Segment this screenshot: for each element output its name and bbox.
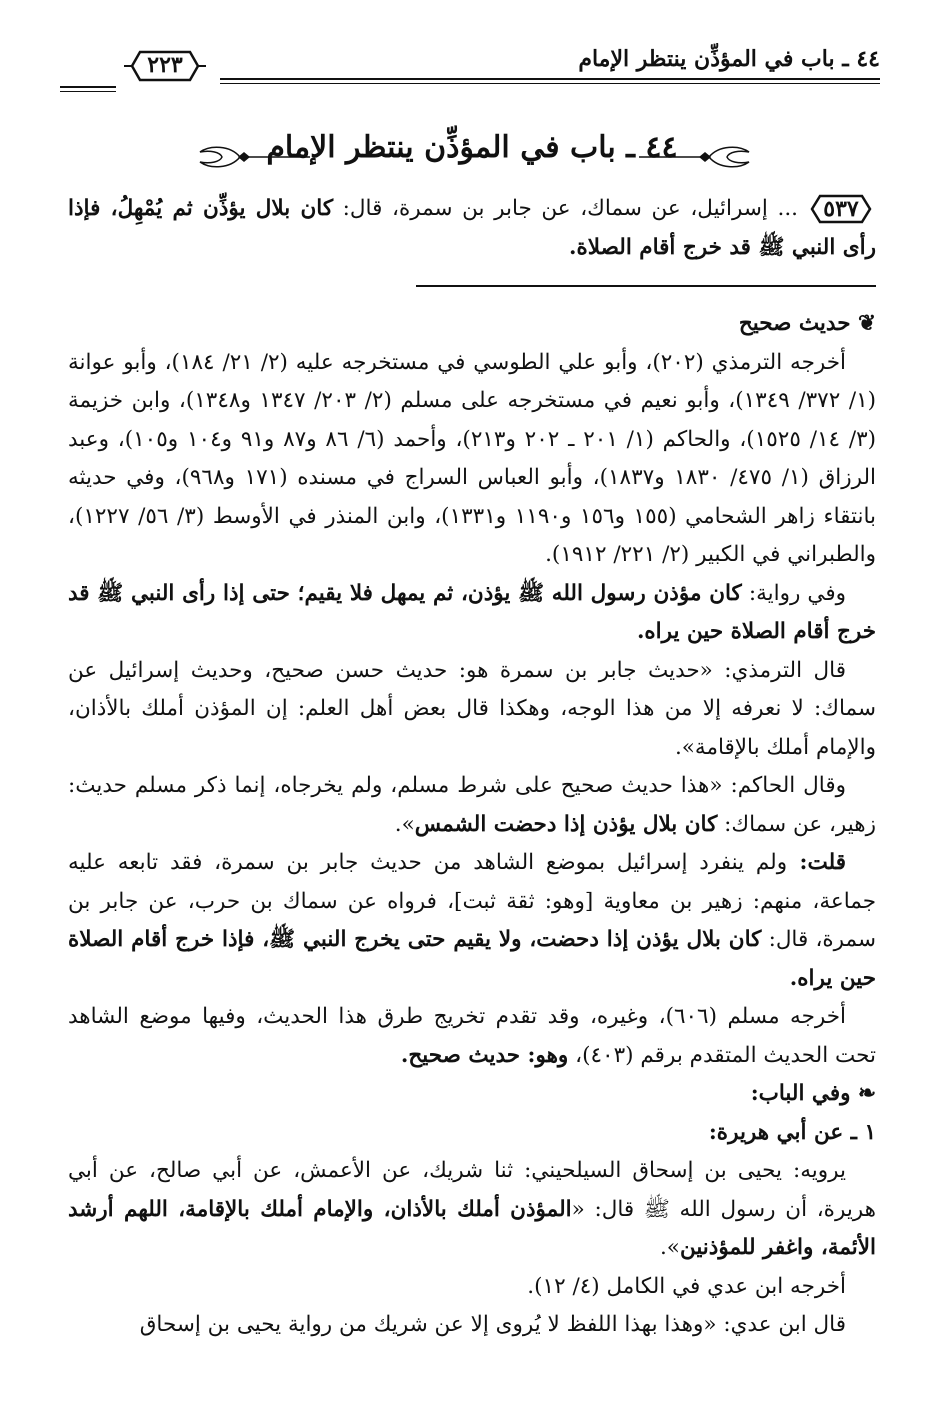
- paragraph: [68, 998, 876, 1075]
- title-ornament-right-icon: [639, 142, 759, 172]
- grade-heading: [68, 305, 876, 344]
- page-header: [60, 28, 880, 98]
- paragraph-text: أخرجه مسلم (٦٠٦)، وغيره، وقد تقدم تخريج طرق هذا الحديث، وفيها موضع الشاهد تحت الحديث المتقدم برقم (٤٠٣)،: [68, 1004, 876, 1068]
- paragraph-text: كان بلال يؤذن إذا دحضت الشمس: [414, 811, 718, 837]
- title-ornament-left-icon: [190, 142, 310, 172]
- paragraph: [68, 1306, 876, 1345]
- paragraph-text: المؤذن أملك بالأذان، والإمام أملك بالإقامة، اللهم أرشد الأئمة، واغفر للمؤذنين: [68, 1196, 876, 1260]
- paragraph-text: ».: [394, 811, 415, 837]
- paragraph: [68, 1268, 876, 1307]
- hadith-number: ٥٣٧: [823, 196, 859, 222]
- paragraph-text: وقال الحاكم: «هذا حديث صحيح على شرط مسلم، ولم يخرجاه، إنما ذكر مسلم حديث: زهير، عن سماك:: [68, 773, 876, 837]
- paragraph: [68, 575, 876, 652]
- paragraph-text: وهو: حديث صحيح.: [400, 1042, 569, 1068]
- chapter-heading: [0, 130, 944, 180]
- hadith-paragraph: [68, 190, 876, 267]
- paragraph-text: قلت:: [787, 850, 846, 875]
- commentary: [68, 344, 876, 1076]
- paragraph: [68, 1152, 876, 1268]
- paragraph-text: أخرجه ابن عدي في الكامل (٤/ ١٢).: [527, 1273, 846, 1299]
- page-number: ٢٢٣: [147, 52, 183, 78]
- leaf-bullet-icon: ❧: [857, 1081, 876, 1106]
- paragraph-text: ».: [659, 1235, 680, 1260]
- chapter-title: ٤٤ ـ باب في المؤذِّن ينتظر الإمام: [266, 130, 678, 165]
- header-rule: [220, 78, 880, 84]
- paragraph: [68, 344, 876, 575]
- header-rule-left: [60, 86, 116, 92]
- paragraph-text: قال الترمذي: «حديث جابر بن سمرة هو: حديث حسن صحيح، وحديث إسرائيل عن سماك: لا نعرفه إلا من هذا الوجه، وهكذا قال بعض أهل العلم: إن المؤذن أملك بالأذان، والإمام أملك بالإقامة».: [68, 657, 876, 760]
- commentary-continued: [68, 1152, 876, 1345]
- section-divider: [416, 285, 876, 287]
- paragraph-text: أخرجه الترمذي (٢٠٢)، وأبو علي الطوسي في مستخرجه عليه (٢/ ٢١/ ١٨٤)، وأبو عوانة (١/ ٣٧٢/ ١٣٤٩)، وأبو نعيم في مستخرجه على مسلم (٢/ ٢٠٣/ ١٣٤٧ و١٣٤٨)، وابن خزيمة (٣/ ١٤/ ١٥٢٥)، والحاكم (١/ ٢٠١ ـ ٢٠٢ و٢١٣)، وأحمد (٦/ ٨٦ و٨٧ و٩١ و١٠٤ و١٠٥)، وعبد الرزاق (١/ ٤٧٥/ ١٨٣٠ و١٨٣٧)، وأبو العباس السراج في مسنده (١٧١ و٩٦٨)، وفي حديثه بانتقاء زاهر الشحامي (١٥٥ و١٥٦ و١١٩٠ و١٣٣١)، وابن المنذر في الأوسط (٣/ ٥٦/ ١٢٢٧)، والطبراني في الكبير (٢/ ٢٢١/ ١٩١٢).: [68, 349, 877, 567]
- grade-heading-text: حديث صحيح: [738, 311, 851, 336]
- bab-heading: [68, 1075, 876, 1114]
- page-body: [68, 190, 876, 1345]
- sub-heading: ١ ـ عن أبي هريرة:: [708, 1119, 876, 1145]
- paragraph-text: ولم ينفرد إسرائيل بموضع الشاهد من حديث جابر بن سمرة، فقد تابعه عليه جماعة، منهم: زهير بن معاوية [وهو: ثقة ثبت]، فرواه عن سماك بن حرب، عن جابر بن سمرة، قال:: [68, 850, 876, 952]
- leaf-bullet-icon: ❦: [857, 311, 876, 336]
- paragraph-text: وفي رواية:: [741, 580, 846, 606]
- paragraph-text: يرويه: يحيى بن إسحاق السيلحيني: ثنا شريك، عن الأعمش، عن أبي صالح، عن أبي هريرة، أن رسول الله ﷺ قال: «: [68, 1158, 876, 1222]
- running-title: ٤٤ ـ باب في المؤذِّن ينتظر الإمام: [578, 46, 880, 72]
- bab-heading-text: وفي الباب:: [750, 1081, 851, 1106]
- hadith-number-badge: [806, 193, 876, 225]
- paragraph-text: كان بلال يؤذن إذا دحضت، ولا يقيم حتى يخرج النبي ﷺ، فإذا خرج أقام الصلاة حين يراه.: [68, 927, 876, 991]
- paragraph: [68, 767, 876, 844]
- paragraph: [68, 652, 876, 768]
- hadith-text: كان بلال يؤذِّن ثم يُمْهِلُ، فإذا رأى النبي ﷺ قد خرج أقام الصلاة.: [68, 196, 876, 260]
- paragraph-text: قال ابن عدي: «وهذا بهذا اللفظ لا يُروى إلا عن شريك من رواية يحيى بن إسحاق: [139, 1312, 846, 1337]
- page-number-frame: [122, 46, 208, 86]
- paragraph-text: كان مؤذن رسول الله ﷺ يؤذن، ثم يمهل فلا يقيم؛ حتى إذا رأى النبي ﷺ قد خرج أقام الصلاة حين يراه.: [68, 580, 876, 644]
- hadith-chain: ... إسرائيل، عن سماك، عن جابر بن سمرة، قال:: [333, 196, 798, 221]
- paragraph: [68, 844, 876, 998]
